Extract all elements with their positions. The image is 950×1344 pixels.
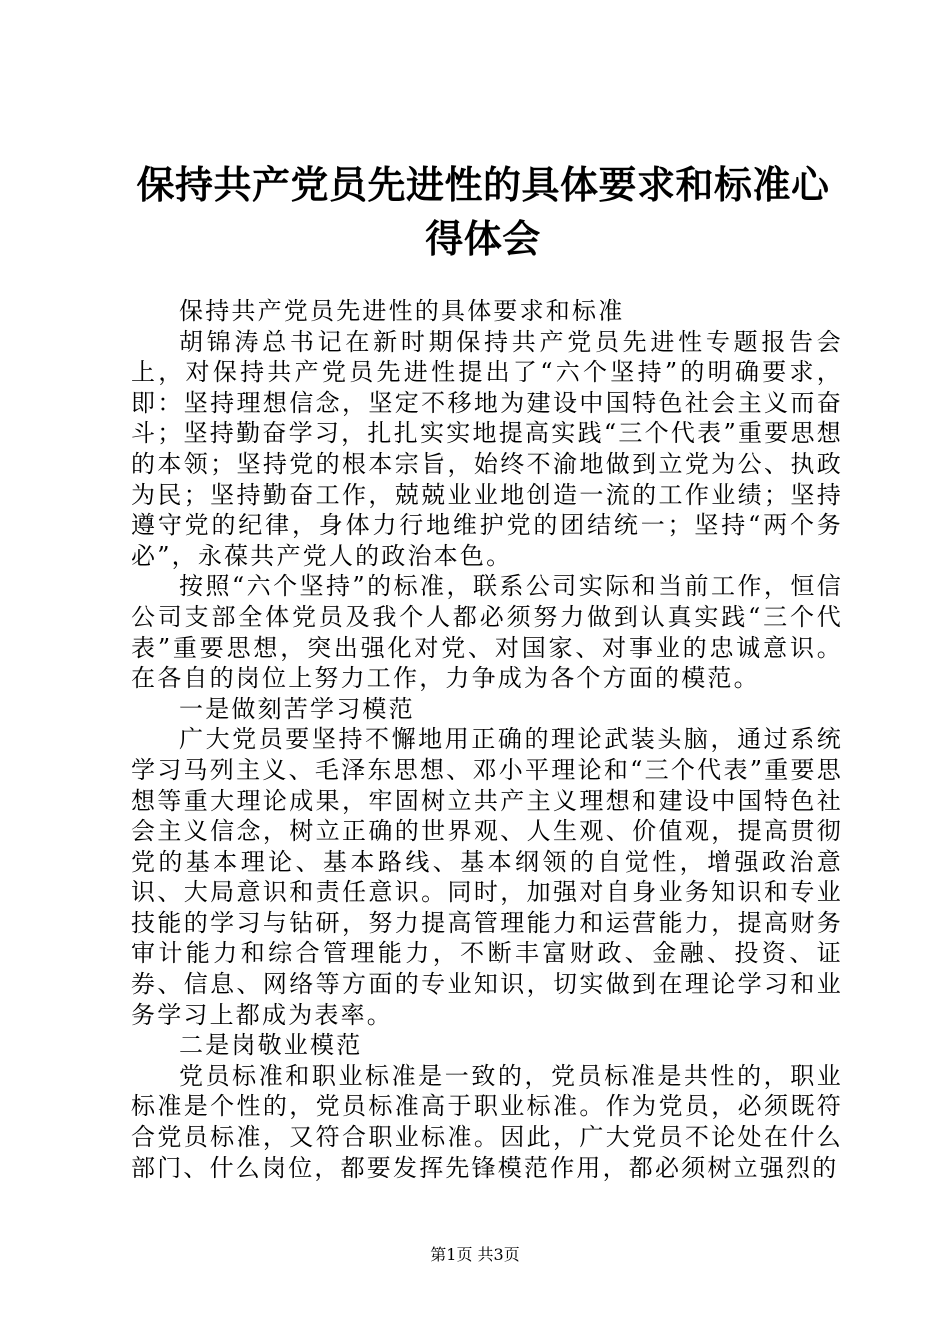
paragraph-company-standard: 按照“六个坚持”的标准，联系公司实际和当前工作，恒信公司支部全体党员及我个人都必须努力做到认真实践“三个代表”重要思想，突出强化对党、对国家、对事业的忠诚意识。在各自的岗位上努力工作，力争成为各个方面的模范。 (131, 572, 843, 693)
paragraph-subtitle: 保持共产党员先进性的具体要求和标准 (179, 297, 625, 325)
paragraph-study: 广大党员要坚持不懈地用正确的理论武装头脑，通过系统学习马列主义、毛泽东思想、邓小平理论和“三个代表”重要思想等重大理论成果，牢固树立共产主义理想和建设中国特色社会主义信念，树立正确的世界观、人生观、价值观，提高贯彻党的基本理论、基本路线、基本纲领的自觉性，增强政治意识、大局意识和责任意识。同时，加强对自身业务知识和专业技能的学习与钻研，努力提高管理能力和运营能力，提高财务审计能力和综合管理能力，不断丰富财政、金融、投资、证券、信息、网络等方面的专业知识，切实做到在理论学习和业务学习上都成为表率。 (131, 725, 843, 1029)
section-heading-study: 一是做刻苦学习模范 (179, 694, 415, 723)
page-footer: 第1页 共3页 (430, 1245, 520, 1264)
section-heading-dedication: 二是岗敬业模范 (179, 1031, 363, 1060)
paragraph-six-persistences: 胡锦涛总书记在新时期保持共产党员先进性专题报告会上，对保持共产党员先进性提出了“六个坚持”的明确要求，即：坚持理想信念，坚定不移地为建设中国特色社会主义而奋斗；坚持勤奋学习，扎扎实实地提高实践“三个代表”重要思想的本领；坚持党的根本宗旨，始终不渝地做到立党为公、执政为民；坚持勤奋工作，兢兢业业地创造一流的工作业绩；坚持遵守党的纪律，身体力行地维护党的团结统一；坚持“两个务必”，永葆共产党人的政治本色。 (131, 327, 843, 570)
document-body (131, 296, 843, 1183)
document-title: 保持共产党员先进性的具体要求和标准心得体会 (136, 162, 830, 261)
paragraph-dedication: 党员标准和职业标准是一致的，党员标准是共性的，职业标准是个性的，党员标准高于职业标准。作为党员，必须既符合党员标准，又符合职业标准。因此，广大党员不论处在什么部门、什么岗位，都要发挥先锋模范作用，都必须树立强烈的 (131, 1061, 843, 1182)
